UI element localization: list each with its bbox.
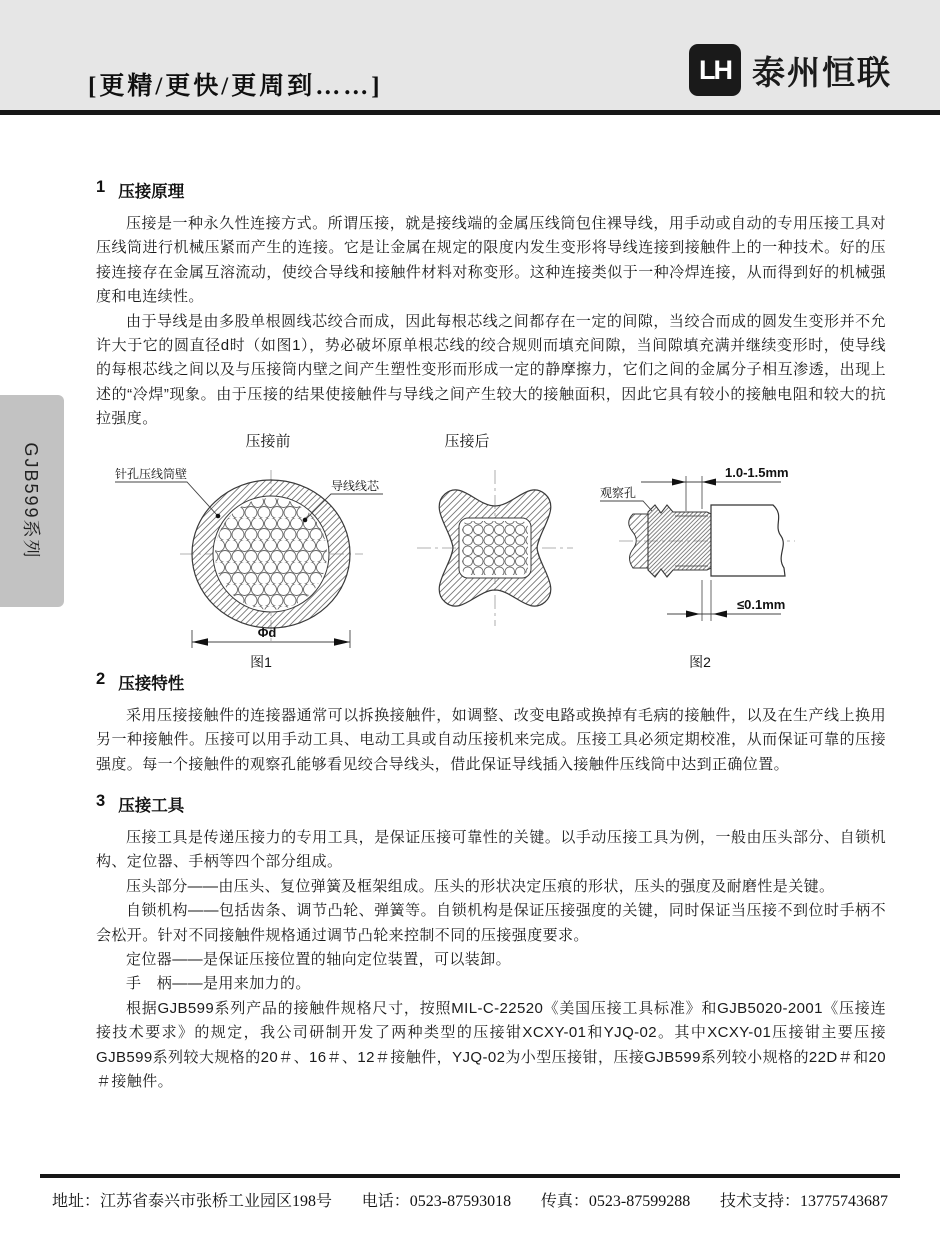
paragraph: 压头部分——由压头、复位弹簧及框架组成。压头的形状决定压痕的形状，压头的强度及耐磨性是关键。 — [126, 877, 835, 895]
footer-support: 技术支持：13775743687 — [719, 1193, 888, 1210]
section-2-heading — [96, 670, 886, 694]
inspection-hole-label: 观察孔 — [600, 486, 637, 500]
footer-fax: 传真：0523-87599288 — [540, 1193, 691, 1210]
diameter-dimension: Φd — [257, 625, 277, 640]
company-tagline: [更精/更快/更周到……] — [88, 73, 383, 100]
fig1-before-crimp — [115, 433, 383, 670]
paragraph: 自锁机构——包括齿条、调节凸轮、弹簧等。自锁机构是保证压接强度的关键，同时保证当压接不到位时手柄不会松开。针对不同接触件规格通过调节凸轮来控制不同的压接强度要求。 — [96, 902, 886, 944]
paragraph: 由于导线是由多股单根圆线芯绞合而成，因此每根芯线之间都存在一定的间隙，当绞合而成的圆发生变形并不允许大于它的圆直径d时（如图1），势必破坏原单根芯线的绞合规则而填充间隙，当间隙填充满并继续变形时，使导线的每根芯线之间以及与压接筒内壁之间产生塑性变形而形成一定的静摩擦力，它们之间的金属分子相互渗透，出现上述的“冷焊”现象。由于压接的结果使接触件与导线之间产生较大的接触面积，因此它具有较小的接触电阻和较大的抗拉强度。 — [96, 312, 886, 428]
fig1-caption: 图1 — [250, 654, 272, 670]
fig2-caption: 图2 — [689, 654, 711, 670]
contact-body — [711, 505, 785, 576]
company-logo — [689, 44, 892, 96]
crimp-figures — [95, 430, 895, 675]
logo-company-name: 泰州恒联 — [752, 53, 892, 91]
section-3-heading — [96, 792, 886, 816]
section-2-title: 压接特性 — [118, 675, 185, 693]
section-crimp-tools — [96, 792, 886, 1094]
section-crimp-characteristics — [96, 670, 886, 777]
wire-core-label: 导线线芯 — [331, 479, 380, 493]
footer-phone: 电话：0523-87593018 — [361, 1193, 512, 1210]
series-tab-gjb599 — [0, 395, 64, 607]
crimp-diagram-svg — [95, 430, 895, 675]
bottom-dimension: ≤0.1mm — [737, 597, 786, 612]
page-footer — [52, 1188, 888, 1211]
page-header — [0, 0, 940, 110]
section-crimp-principle — [96, 178, 886, 432]
logo-mark-letters: LH — [699, 54, 731, 85]
paragraph: 手 柄——是用来加力的。 — [126, 975, 311, 993]
lh-logo-icon — [689, 44, 741, 96]
paragraph: 定位器——是保证压接位置的轴向定位装置，可以装卸。 — [126, 951, 512, 969]
footer-divider — [40, 1174, 900, 1178]
header-divider — [0, 110, 940, 115]
section-1-title: 压接原理 — [118, 183, 185, 201]
paragraph: 压接工具是传递压接力的专用工具，是保证压接可靠性的关键。以手动压接工具为例，一般由压头部分、自锁机构、定位器、手柄等四个部分组成。 — [96, 829, 886, 871]
section-3-number: 3 — [96, 792, 106, 810]
section-2-number: 2 — [96, 670, 106, 688]
after-crimp-title: 压接后 — [444, 433, 490, 450]
section-3-title: 压接工具 — [118, 797, 185, 815]
series-tab-label: GJB599系列 — [21, 442, 41, 560]
top-dimension: 1.0-1.5mm — [725, 465, 789, 480]
compacted-strands — [462, 521, 528, 575]
fig2-side-view — [600, 465, 795, 670]
section-1-number: 1 — [96, 178, 106, 196]
paragraph: 采用压接接触件的连接器通常可以拆换接触件，如调整、改变电路或换掉有毛病的接触件，以及在生产线上换用另一种接触件。压接可以用手动工具、电动工具或自动压接机来完成。压接工具必须定期校准，从而保证可靠的压接强度。每一个接触件的观察孔能够看见绞合导线头，借此保证导线插入接触件压线筒中达到正确位置。 — [96, 707, 886, 773]
footer-address: 地址：江苏省泰兴市张桥工业园区198号 — [52, 1193, 333, 1210]
paragraph: 压接是一种永久性连接方式。所谓压接，就是接线端的金属压线筒包住裸导线，用手动或自动的专用压接工具对压线筒进行机械压紧而产生的连接。它是让金属在规定的限度内发生变形将导线连接到接触件上的一种技术。好的压接连接存在金属互溶流动，使绞合导线和接触件材料对称变形。这种连接类似于一种冷焊连接，从而得到好的机械强度和电连续性。 — [96, 215, 886, 306]
before-crimp-title: 压接前 — [245, 433, 291, 450]
paragraph: 根据GJB599系列产品的接触件规格尺寸，按照MIL-C-22520《美国压接工具标准》和GJB5020-2001《压接连接技术要求》的规定，我公司研制开发了两种类型的压接钳XCXY-01和YJQ-02。其中XCXY-01压接钳主要压接GJB599系列较大规格的20＃、16＃、12＃接触件，YJQ-02为小型压接钳，压接GJB599系列较小规格的22D＃和20＃接触件。 — [96, 999, 886, 1091]
barrel-wall-label: 针孔压线筒壁 — [115, 467, 188, 481]
section-1-heading — [96, 178, 886, 202]
fig-after-crimp — [417, 433, 573, 626]
